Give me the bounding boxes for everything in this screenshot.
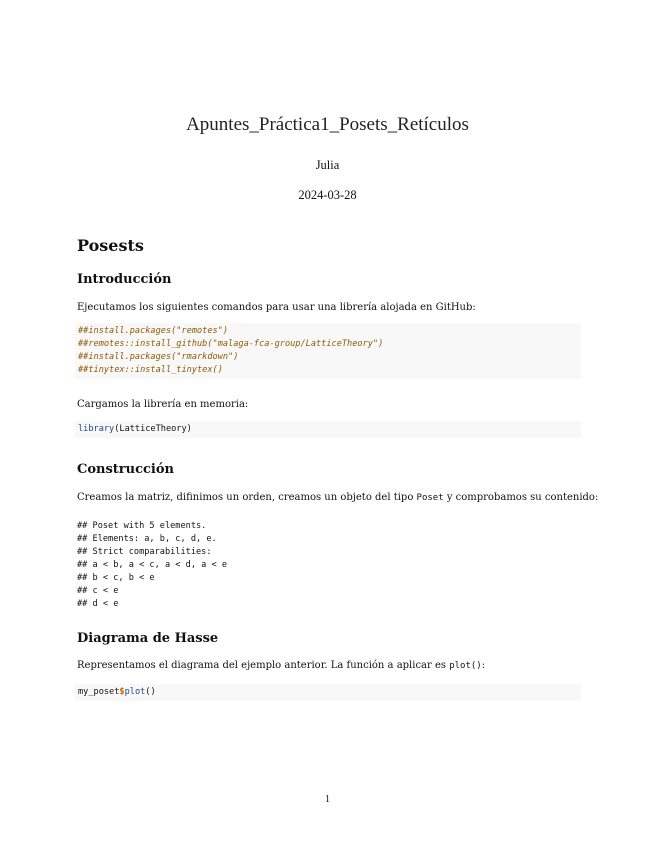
library-argument: (LatticeTheory): [114, 424, 192, 434]
construccion-text-before: Creamos la matriz, difinimos un orden, creamos un objeto del tipo: [77, 492, 417, 503]
construccion-text-after: y comprobamos su contenido:: [443, 492, 599, 503]
document-title: Apuntes_Práctica1_Posets_Retículos: [186, 114, 469, 135]
section-heading-posests: Posests: [77, 236, 144, 255]
output-line: ## Strict comparabilities:: [77, 547, 212, 557]
code-line: ##install.packages("remotes"): [78, 326, 229, 336]
hasse-paragraph: [77, 660, 485, 671]
code-line: ##remotes::install_github("malaga-fca-group/LatticeTheory"): [78, 339, 384, 349]
plot-function: plot: [124, 687, 146, 697]
output-line: ## c < e: [77, 586, 119, 596]
hasse-text-before: Representamos el diagrama del ejemplo anterior. La función a aplicar es: [77, 660, 450, 671]
plot-inline-code: plot(): [449, 661, 482, 671]
subsection-heading-construccion: Construcción: [77, 462, 174, 477]
dollar-operator: $: [119, 687, 125, 697]
code-line: ##tinytex::install_tinytex(): [78, 365, 223, 375]
poset-inline-code: Poset: [416, 493, 444, 503]
subsection-heading-introduccion: Introducción: [77, 272, 172, 287]
plot-code-block: [75, 684, 581, 701]
poset-output-block: [77, 520, 227, 611]
subsection-heading-hasse: Diagrama de Hasse: [77, 631, 219, 646]
install-code-block: [75, 323, 581, 379]
document-date: 2024-03-28: [298, 188, 357, 202]
library-function: library: [78, 424, 115, 434]
output-line: ## b < c, b < e: [77, 573, 155, 583]
load-library-paragraph: Cargamos la librería en memoria:: [77, 399, 249, 410]
plot-parens: (): [145, 687, 156, 697]
document-author: Julia: [315, 158, 340, 172]
intro-paragraph: Ejecutamos los siguientes comandos para usar una librería alojada en GitHub:: [77, 302, 476, 313]
output-line: ## Poset with 5 elements.: [77, 521, 207, 531]
construccion-paragraph: [77, 492, 598, 503]
output-line: ## a < b, a < c, a < d, a < e: [77, 560, 228, 570]
output-line: ## d < e: [77, 599, 119, 609]
library-code-block: [75, 421, 581, 438]
poset-object: my_poset: [78, 687, 120, 697]
code-line: ##install.packages("rmarkdown"): [78, 352, 239, 362]
hasse-text-after: :: [481, 660, 486, 671]
page-number: 1: [325, 794, 330, 805]
output-line: ## Elements: a, b, c, d, e.: [77, 534, 217, 544]
